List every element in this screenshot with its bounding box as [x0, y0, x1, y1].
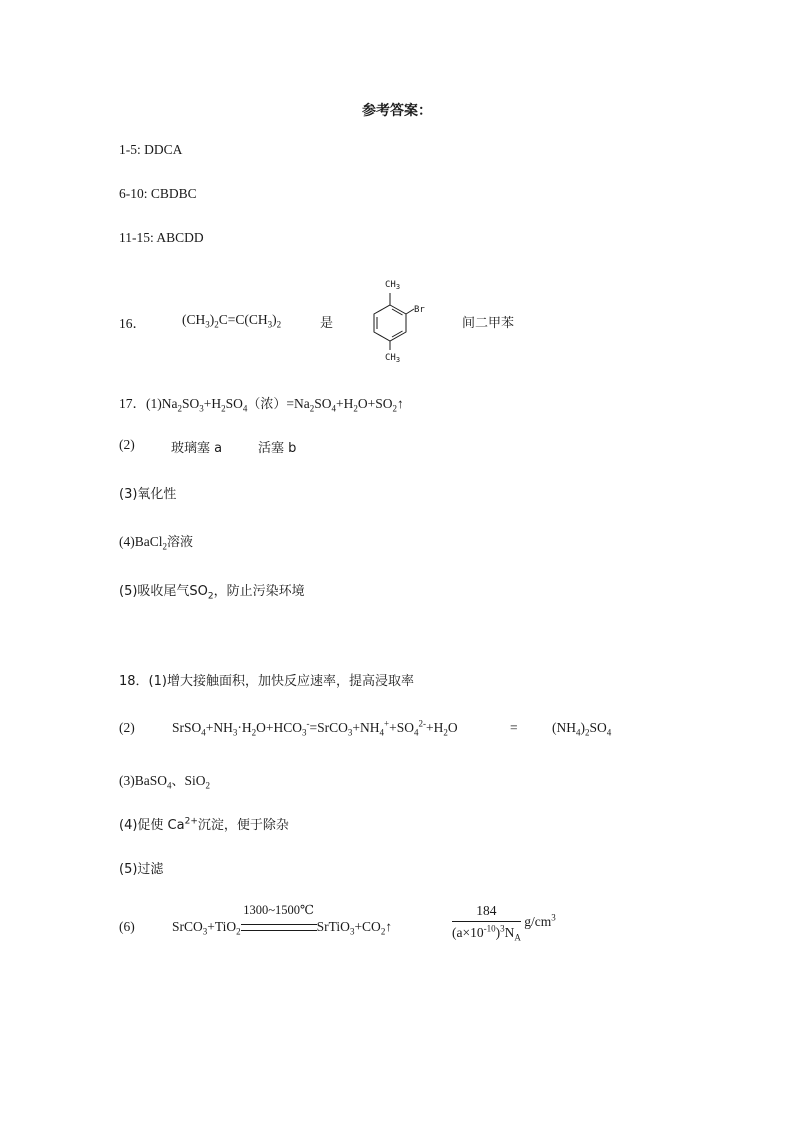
q18-part2-sign: = — [510, 720, 518, 735]
q17-part2-a: 玻璃塞 a — [171, 441, 223, 456]
q17-part2-label: (2) — [119, 437, 135, 452]
q16-number: 16． — [119, 316, 146, 331]
q18-part1 — [119, 670, 414, 689]
q18-part2-label: (2) — [119, 720, 135, 735]
q18-part2-equation: $SrSO_4+NH_3\cdot H_2O+HCO_3^-=SrCO_3+NH_4^++SO_4^{2-}+H_2O$ — [172, 718, 458, 738]
q17-part3: (3)氧化性 — [119, 487, 177, 502]
q17-part4: (4)BaCl$_2$溶液 — [119, 534, 194, 552]
mc-range: 11-15: — [119, 230, 154, 245]
q18-part2-product: $(NH_4)_2SO_4$ — [552, 720, 612, 738]
fraction-denominator: $(a\times 10^{-10})^3N_A$ — [452, 923, 521, 943]
page-title: 参考答案： — [362, 104, 432, 119]
fraction-numerator: 184 — [452, 903, 521, 922]
bromo-dimethylbenzene-structure — [350, 274, 440, 366]
density-unit: $g/cm^3$ — [524, 912, 556, 929]
double-bond — [392, 331, 403, 337]
reaction-condition — [241, 903, 317, 935]
mc-range: 6-10: — [119, 186, 148, 201]
mc-line-3 — [119, 230, 204, 246]
q18-part6-label: (6) — [119, 919, 135, 934]
bond — [406, 309, 414, 314]
equals-arrow — [241, 924, 317, 931]
mc-answers: DDCA — [144, 142, 183, 157]
q18-part1-text: (1)增大接触面积，加快反应速率，提高浸取率 — [148, 674, 414, 689]
q16-formula: $(CH_3)_2C=C(CH_3)_2$ — [182, 312, 282, 330]
mc-range: 1-5: — [119, 142, 141, 157]
part-label: (1) — [146, 396, 162, 411]
mc-line-2 — [119, 186, 197, 202]
q17-equation: $Na_2SO_3+H_2SO_4$（浓）$=Na_2SO_4+H_2O+SO_2↑$ — [161, 396, 404, 414]
q18-part3: (3)BaSO$_4$、SiO$_2$ — [119, 773, 211, 791]
mc-answers: ABCDD — [156, 230, 204, 245]
mc-line-1 — [119, 142, 182, 158]
q18-part6-equation: SrCO$_3$+TiO$_2$ 1300~1500℃ $SrTiO_3+CO_2↑$ — [172, 903, 393, 937]
q17-part2-b: 活塞 b — [258, 441, 297, 456]
q16-connector: 是 — [320, 316, 334, 331]
methyl-label-bottom: $CH_3$ — [385, 353, 401, 364]
bromo-label: Br — [414, 305, 425, 315]
methyl-label-top: $CH_3$ — [385, 280, 401, 291]
q18-number: 18． — [119, 674, 149, 689]
q17-part1 — [119, 392, 404, 412]
mc-answers: CBDBC — [150, 186, 197, 201]
q16-name: 间二甲苯 — [462, 316, 515, 331]
double-bond — [392, 309, 403, 315]
q18-part5: (5)过滤 — [119, 862, 164, 877]
condition-temperature: 1300~1500℃ — [243, 903, 315, 917]
density-fraction — [452, 903, 521, 941]
q17-number: 17． — [119, 396, 146, 411]
q17-part5: (5)吸收尾气$SO_2$，防止污染环境 — [119, 584, 305, 602]
part-label: (4) — [119, 534, 135, 549]
benzene-ring — [374, 305, 406, 341]
q18-part4: (4)促使 $Ca^{2+}$沉淀，便于除杂 — [119, 816, 289, 833]
q18-part6-density — [452, 903, 556, 941]
